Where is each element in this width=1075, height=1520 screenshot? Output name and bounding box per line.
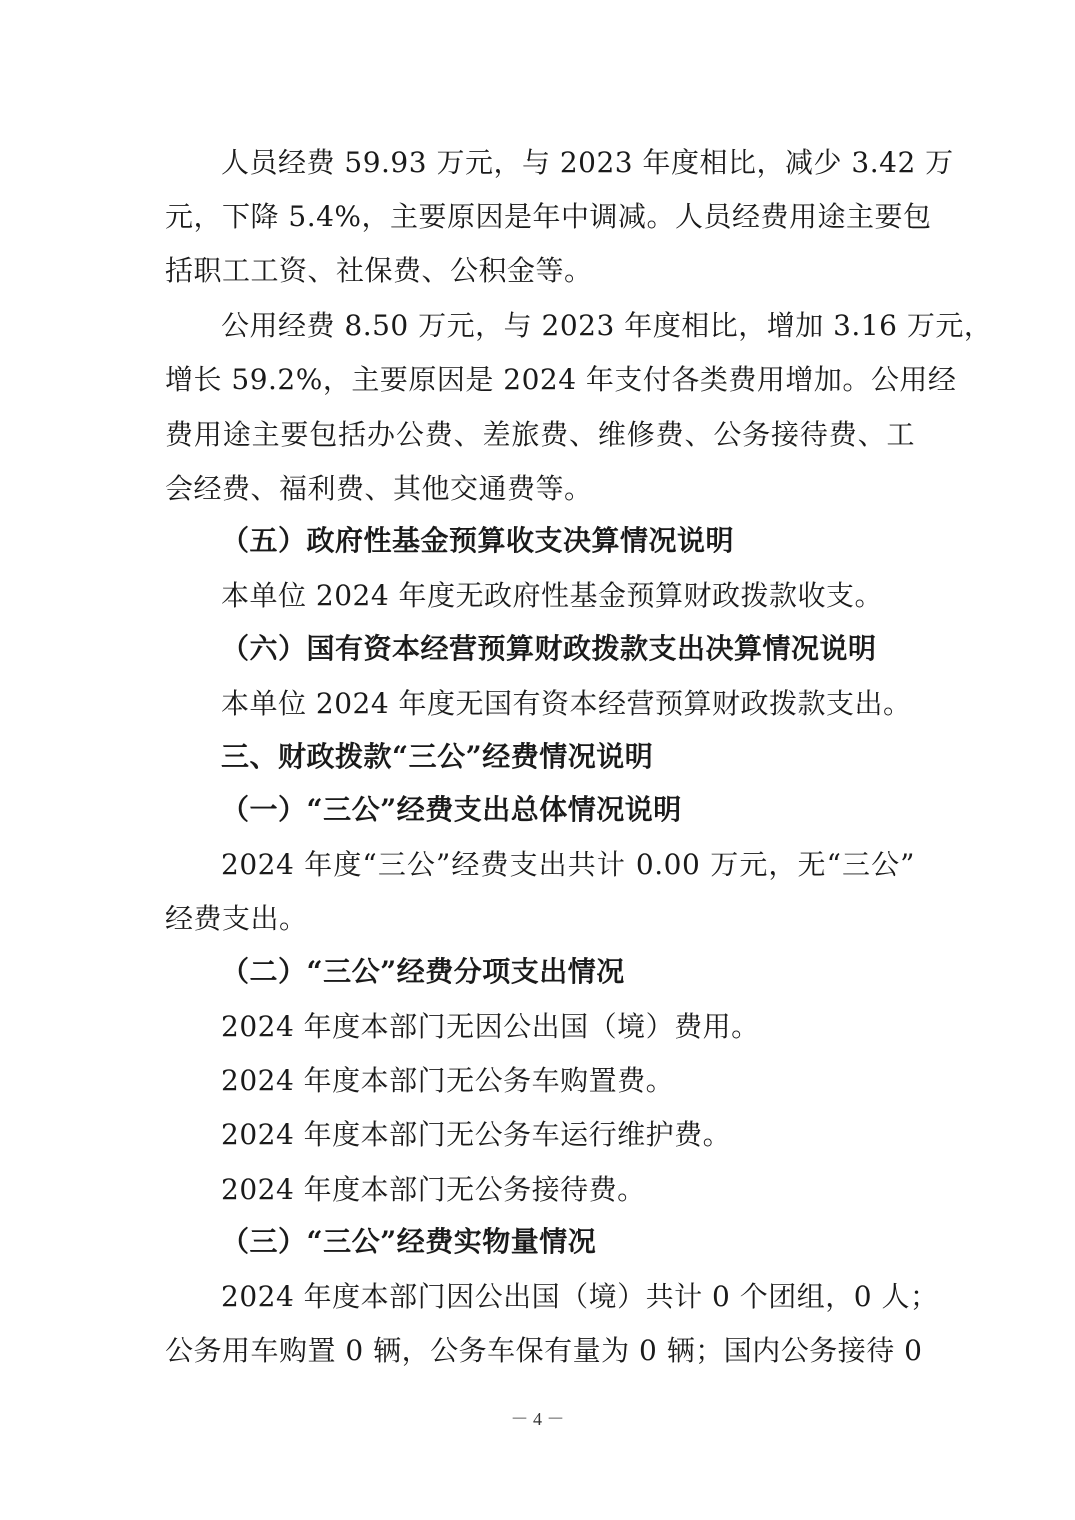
paragraph-itemized-1: 2024 年度本部门无因公出国（境）费用。 [221, 1010, 760, 1043]
paragraph-gov-fund: 本单位 2024 年度无政府性基金预算财政拨款收支。 [221, 579, 884, 612]
paragraph-public-line-1: 公用经费 8.50 万元，与 2023 年度相比，增加 3.16 万元， [221, 309, 993, 342]
paragraph-overview-line-1: 2024 年度“三公”经费支出共计 0.00 万元，无“三公” [221, 848, 915, 881]
paragraph-public-line-3: 费用途主要包括办公费、差旅费、维修费、公务接待费、工 [165, 418, 915, 451]
paragraph-quantity-line-1: 2024 年度本部门因公出国（境）共计 0 个团组，0 人； [221, 1280, 939, 1313]
paragraph-public-line-4: 会经费、福利费、其他交通费等。 [165, 472, 593, 505]
paragraph-itemized-2: 2024 年度本部门无公务车购置费。 [221, 1064, 675, 1097]
heading-section-three: 三、财政拨款“三公”经费情况说明 [221, 740, 654, 773]
paragraph-personnel-line-2: 元，下降 5.4%，主要原因是年中调减。人员经费用途主要包 [165, 200, 932, 233]
paragraph-personnel-line-3: 括职工工资、社保费、公积金等。 [165, 254, 593, 287]
heading-physical-quantity: （三）“三公”经费实物量情况 [221, 1225, 597, 1258]
paragraph-itemized-4: 2024 年度本部门无公务接待费。 [221, 1173, 646, 1206]
paragraph-public-line-2: 增长 59.2%，主要原因是 2024 年支付各类费用增加。公用经 [165, 363, 957, 396]
heading-state-capital: （六）国有资本经营预算财政拨款支出决算情况说明 [221, 632, 877, 665]
paragraph-itemized-3: 2024 年度本部门无公务车运行维护费。 [221, 1118, 732, 1151]
heading-itemized-expenditure: （二）“三公”经费分项支出情况 [221, 955, 625, 988]
paragraph-personnel-line-1: 人员经费 59.93 万元，与 2023 年度相比，减少 3.42 万 [221, 146, 954, 179]
paragraph-overview-line-2: 经费支出。 [165, 902, 308, 935]
paragraph-state-capital: 本单位 2024 年度无国有资本经营预算财政拨款支出。 [221, 687, 912, 720]
heading-gov-fund: （五）政府性基金预算收支决算情况说明 [221, 524, 735, 557]
page-number: － 4 － [510, 1409, 565, 1429]
heading-three-public-overview: （一）“三公”经费支出总体情况说明 [221, 793, 682, 826]
paragraph-quantity-line-2: 公务用车购置 0 辆，公务车保有量为 0 辆；国内公务接待 0 [165, 1334, 923, 1367]
